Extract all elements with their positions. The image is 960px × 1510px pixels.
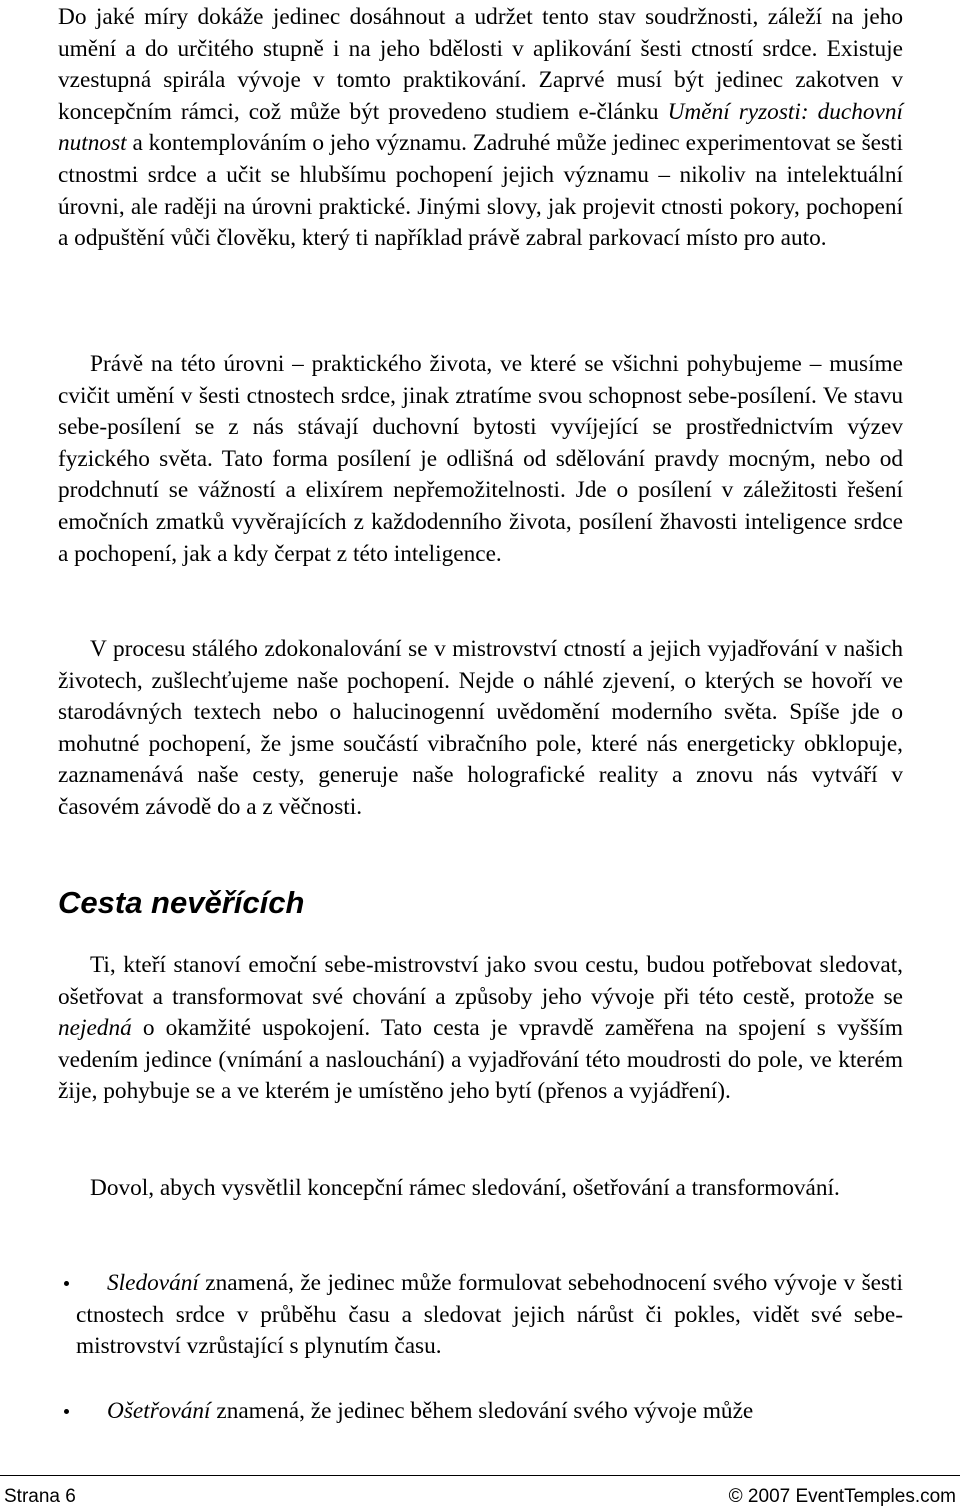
bullet-icon — [64, 1409, 69, 1414]
paragraph-4 — [58, 950, 903, 1108]
page-number: Strana 6 — [4, 1486, 76, 1507]
bullet-term: Ošetřování — [107, 1398, 211, 1424]
footer-divider — [0, 1475, 960, 1476]
bullet-text — [76, 1268, 903, 1363]
bullet-description: znamená, že jedinec během sledování svého vývoje může — [210, 1398, 754, 1424]
article-title-italic: Umění ryzosti: duchovní nutnost — [58, 98, 903, 157]
paragraph-1-text: Do jaké míry dokáže jedinec dosáhnout a udržet tento stav soudržnosti, záleží na jeho umění a do určitého stupně i na jeho bdělosti v aplikování šesti ctností srdce. Existuje vzestupná spirála vývoje v tomto praktikování. Zaprvé musí být jedinec zakotven v koncepčním rámci, což může být provedeno studiem e-článku — [58, 4, 903, 125]
paragraph-4-text: Ti, kteří stanoví emoční sebe-mistrovství jako svou cestu, budou potřebovat sledovat, ošetřovat a transformovat své chování a způsoby jeho vývoje při této cestě, protože se — [58, 952, 903, 1010]
section-heading: Cesta nevěřících — [58, 885, 305, 920]
paragraph-5: Dovol, abych vysvětlil koncepční rámec sledování, ošetřování a transformování. — [90, 1175, 840, 1201]
paragraph-1-tail: a kontemplováním o jeho významu. Zadruhé může jedinec experimentovat se šesti ctnostmi srdce a učit se hlubšímu pochopení jejich významu – nikoliv na intelektuální úrovni, ale raději na úrovni praktické. Jinými slovy, jak projevit ctnosti pokory, pochopení a odpuštění vůči člověku, který ti například právě zabral parkovací místo pro auto. — [58, 130, 903, 252]
bullet-description: znamená, že jedinec může formulovat sebehodnocení svého vývoje v šesti ctnostech srdce v průběhu času a sledovat jejich nárůst či pokles, vidět své sebe-mistrovství vzrůstající s plynutím času. — [76, 1270, 903, 1360]
emphasis-italic: nejedná — [58, 1015, 132, 1042]
paragraph-3: V procesu stálého zdokonalování se v mistrovství ctností a jejich vyjadřování v našich životech, zušlechťujeme naše pochopení. Nejde o náhlé zjevení, o kterých se hovoří ve starodávných textech nebo o halucinogenní uvědomění moderního světa. Spíše jde o mohutné pochopení, že jsme součástí vibračního pole, které nás energeticky obklopuje, zaznamenává naše cesty, generuje naše holografické reality a znovu nás vytváří v časovém závodě do a z věčnosti. — [58, 636, 903, 820]
copyright-notice: © 2007 EventTemples.com — [728, 1486, 956, 1507]
list-item — [58, 1396, 903, 1428]
paragraph-4-tail: o okamžité uspokojení. Tato cesta je vpravdě zaměřena na spojení s vyšším vedením jedince (vnímání a naslouchání) a vyjadřování této moudrosti do pole, ve kterém žije, pohybuje se a ve kterém je umístěno jeho bytí (přenos a vyjádření). — [58, 1015, 903, 1105]
bullet-icon — [64, 1281, 69, 1286]
paragraph-2: Právě na této úrovni – praktického života, ve které se všichni pohybujeme – musíme cvičit umění v šesti ctnostech srdce, jinak ztratíme svou schopnost sebe-posílení. Ve stavu sebe-posílení se z nás stávají duchovní bytosti vyvíjející se prostřednictvím výzev fyzického světa. Tato forma posílení je odlišná od sdělování pravdy mocným, nebo od prodchnutí se vážností a elixírem nepřemožitelnosti. Jde o posílení v záležitosti řešení emočních zmatků vyvěrajících z každodenního života, posílení žhavosti inteligence srdce a pochopení, jak a kdy čerpat z této inteligence. — [58, 351, 903, 567]
bullet-term: Sledování — [107, 1270, 199, 1296]
bullet-text — [76, 1396, 903, 1428]
list-item — [58, 1268, 903, 1363]
paragraph-1 — [58, 2, 903, 255]
